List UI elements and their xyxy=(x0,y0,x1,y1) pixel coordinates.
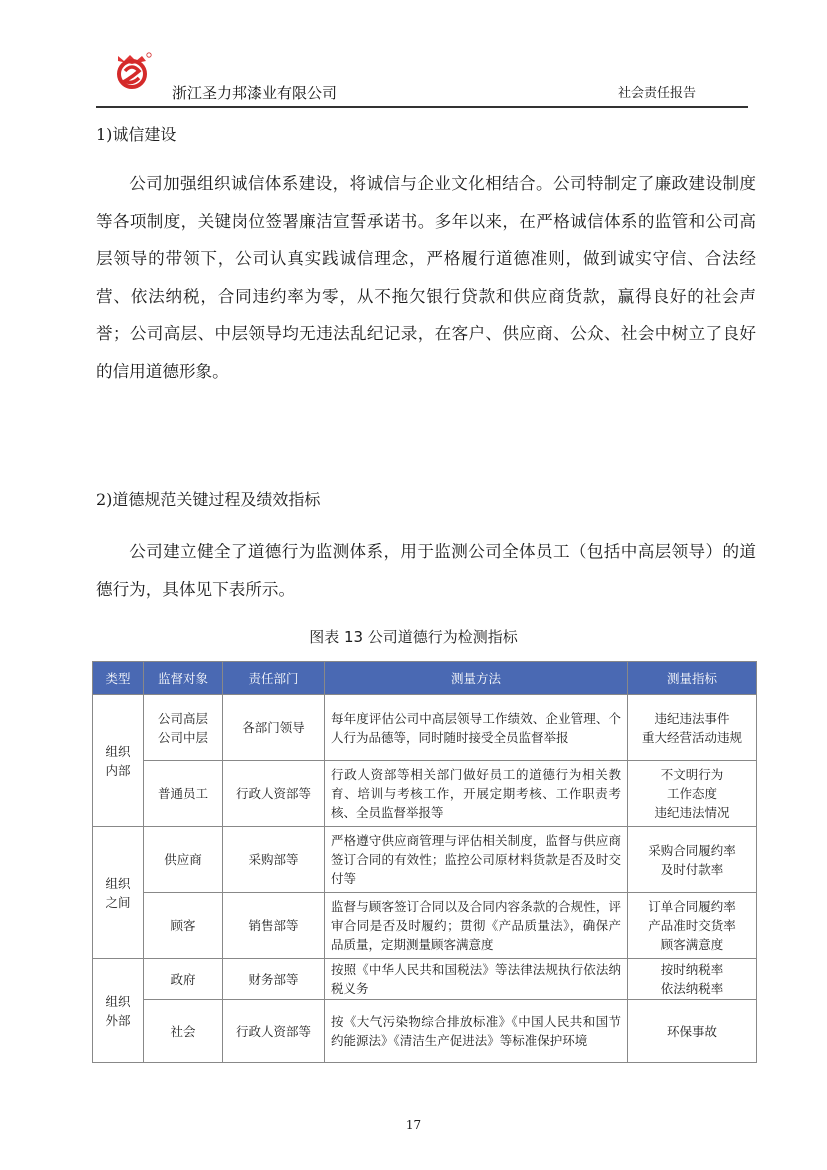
dept-cell: 行政人资部等 xyxy=(223,761,325,827)
section2-paragraph: 公司建立健全了道德行为监测体系，用于监测公司全体员工（包括中高层领导）的道德行为，具体见下表所示。 xyxy=(96,542,756,599)
report-title: 社会责任报告 xyxy=(617,86,696,101)
method-cell: 按照《中华人民共和国税法》等法律法规执行依法纳税义务 xyxy=(325,959,628,1000)
indicator-cell: 按时纳税率 依法纳税率 xyxy=(628,959,757,1000)
dept-cell: 各部门领导 xyxy=(223,695,325,761)
indicator-cell: 环保事故 xyxy=(628,1000,757,1063)
table-row xyxy=(93,959,757,1000)
method-cell: 严格遵守供应商管理与评估相关制度，监督与供应商签订合同的有效性；监控公司原材料货款是否及时交付等 xyxy=(325,827,628,893)
method-cell: 监督与顾客签订合同以及合同内容条款的合规性，评审合同是否及时履约；贯彻《产品质量法》，确保产品质量，定期测量顾客满意度 xyxy=(325,893,628,959)
method-cell: 按《大气污染物综合排放标准》《中国人民共和国节约能源法》《清洁生产促进法》等标准保护环境 xyxy=(325,1000,628,1063)
indicator-cell: 不文明行为 工作态度 违纪违法情况 xyxy=(628,761,757,827)
type-cell: 组织 之间 xyxy=(93,827,144,959)
table-row xyxy=(93,893,757,959)
table-header-row xyxy=(93,662,757,695)
method-cell: 行政人资部等相关部门做好员工的道德行为相关教育、培训与考核工作，开展定期考核、工作职责考核、全员监督举报等 xyxy=(325,761,628,827)
section2-heading: 2)道德规范关键过程及绩效指标 xyxy=(96,490,321,509)
table-row xyxy=(93,695,757,761)
dept-cell: 财务部等 xyxy=(223,959,325,1000)
page-number: 17 xyxy=(405,1118,422,1132)
indicator-cell: 采购合同履约率 及时付款率 xyxy=(628,827,757,893)
type-cell: 组织 内部 xyxy=(93,695,144,827)
header-method: 测量方法 xyxy=(325,662,628,695)
indicator-cell: 违纪违法事件 重大经营活动违规 xyxy=(628,695,757,761)
section1-paragraph: 公司加强组织诚信体系建设，将诚信与企业文化相结合。公司特制定了廉政建设制度等各项制度，关键岗位签署廉洁宣誓承诺书。多年以来，在严格诚信体系的监管和公司高层领导的带领下，公司认真实践诚信理念，严格履行道德准则，做到诚实守信、合法经营、依法纳税，合同违约率为零，从不拖欠银行贷款和供应商货款，赢得良好的社会声誉；公司高层、中层领导均无违法乱纪记录，在客户、供应商、公众、社会中树立了良好的信用道德形象。 xyxy=(96,174,756,381)
section1-heading: 1)诚信建设 xyxy=(96,125,177,144)
dept-cell: 行政人资部等 xyxy=(223,1000,325,1063)
target-cell: 普通员工 xyxy=(144,761,223,827)
method-cell: 每年度评估公司中高层领导工作绩效、企业管理、个人行为品德等，同时随时接受全员监督举报 xyxy=(325,695,628,761)
company-name: 浙江圣力邦漆业有限公司 xyxy=(172,84,338,102)
target-cell: 顾客 xyxy=(144,893,223,959)
page-header xyxy=(96,46,748,108)
header-indicator: 测量指标 xyxy=(628,662,757,695)
table-row xyxy=(93,761,757,827)
target-cell: 供应商 xyxy=(144,827,223,893)
table-row xyxy=(93,1000,757,1063)
ethics-indicator-table xyxy=(92,661,757,1063)
header-type: 类型 xyxy=(93,662,144,695)
table-caption: 图表 13 公司道德行为检测指标 xyxy=(309,628,518,646)
indicator-cell: 订单合同履约率 产品准时交货率 顾客满意度 xyxy=(628,893,757,959)
target-cell: 社会 xyxy=(144,1000,223,1063)
type-cell: 组织 外部 xyxy=(93,959,144,1063)
target-cell: 政府 xyxy=(144,959,223,1000)
dept-cell: 采购部等 xyxy=(223,827,325,893)
table-row xyxy=(93,827,757,893)
header-rule xyxy=(96,106,748,108)
target-cell: 公司高层 公司中层 xyxy=(144,695,223,761)
dept-cell: 销售部等 xyxy=(223,893,325,959)
company-logo-icon xyxy=(108,48,156,92)
header-target: 监督对象 xyxy=(144,662,223,695)
header-dept: 责任部门 xyxy=(223,662,325,695)
